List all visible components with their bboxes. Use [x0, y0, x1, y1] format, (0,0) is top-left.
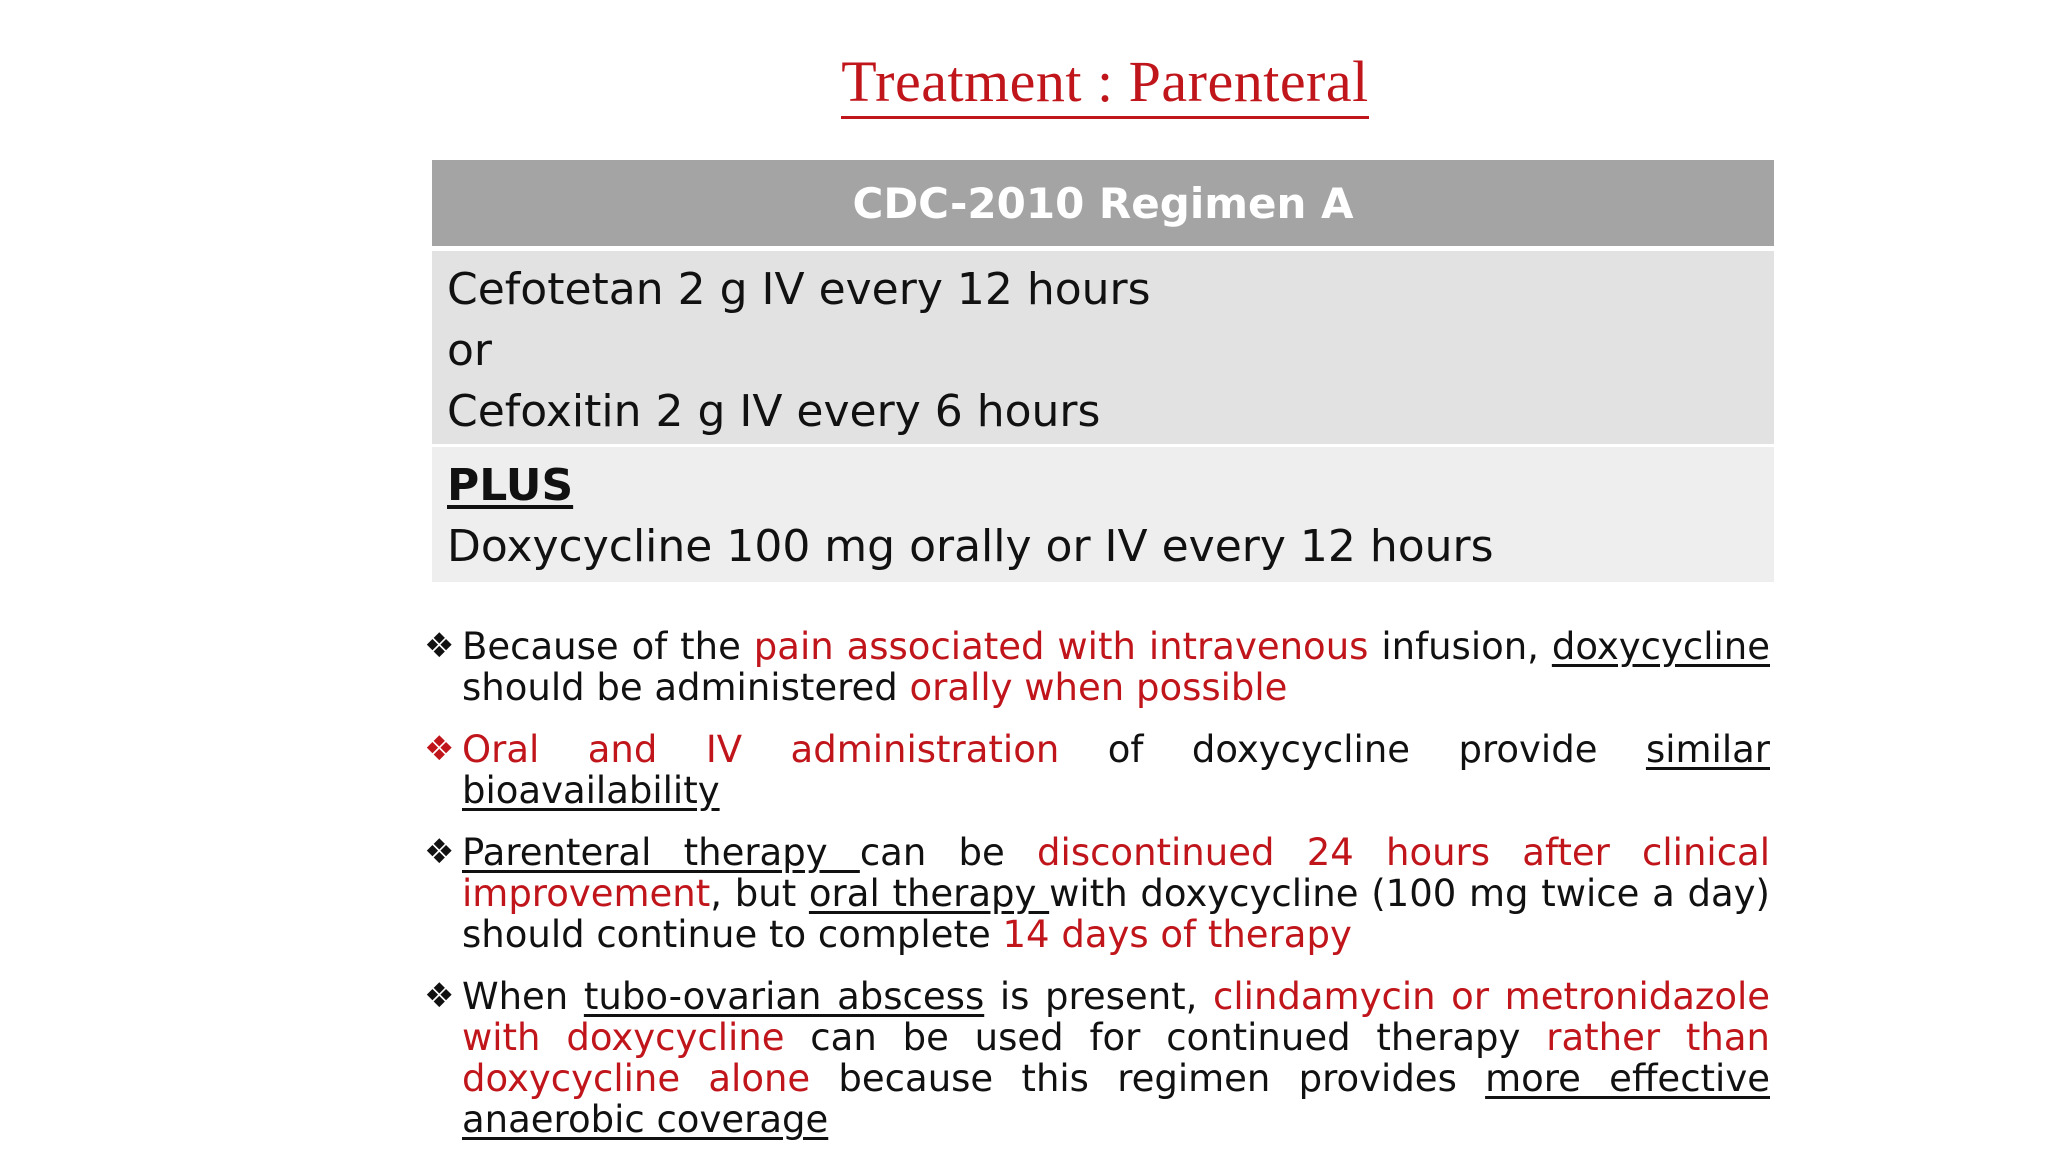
diamond-bullet-icon: ❖ [424, 976, 455, 1016]
diamond-bullet-icon: ❖ [424, 626, 455, 666]
cefoxitin-line: Cefoxitin 2 g IV every 6 hours [447, 386, 1101, 437]
or-line: or [447, 325, 493, 376]
table-header: CDC-2010 Regimen A [432, 160, 1774, 246]
plus-label: PLUS [447, 460, 574, 511]
diamond-bullet-icon: ❖ [424, 832, 455, 872]
slide-title-text: Treatment : Parenteral [841, 49, 1368, 119]
cefotetan-line: Cefotetan 2 g IV every 12 hours [447, 264, 1151, 315]
diamond-bullet-icon: ❖ [424, 729, 455, 769]
note-item-oral-preference: ❖ Because of the pain associated with intravenous infusion, doxycycline should be administered orally when possible [424, 625, 1770, 709]
slide-title [0, 48, 2048, 115]
regimen-table [432, 160, 1774, 582]
doxycycline-line: Doxycycline 100 mg orally or IV every 12 hours [447, 521, 1494, 572]
regimen-row-cephalosporin [432, 251, 1774, 444]
notes-list [424, 626, 1770, 1152]
regimen-row-doxycycline [432, 447, 1774, 582]
note-item-bioavailability: ❖ Oral and IV administration of doxycycline provide similar bioavailability [424, 728, 1770, 812]
note-item-abscess: ❖ When tubo-ovarian abscess is present, clindamycin or metronidazole with doxycycline can be used for continued therapy rather than doxycycline alone because this regimen provides more effective anaerobic coverage [424, 975, 1770, 1141]
note-item-duration: ❖ Parenteral therapy can be discontinued 24 hours after clinical improvement, but oral therapy with doxycycline (100 mg twice a day) should continue to complete 14 days of therapy [424, 831, 1770, 956]
